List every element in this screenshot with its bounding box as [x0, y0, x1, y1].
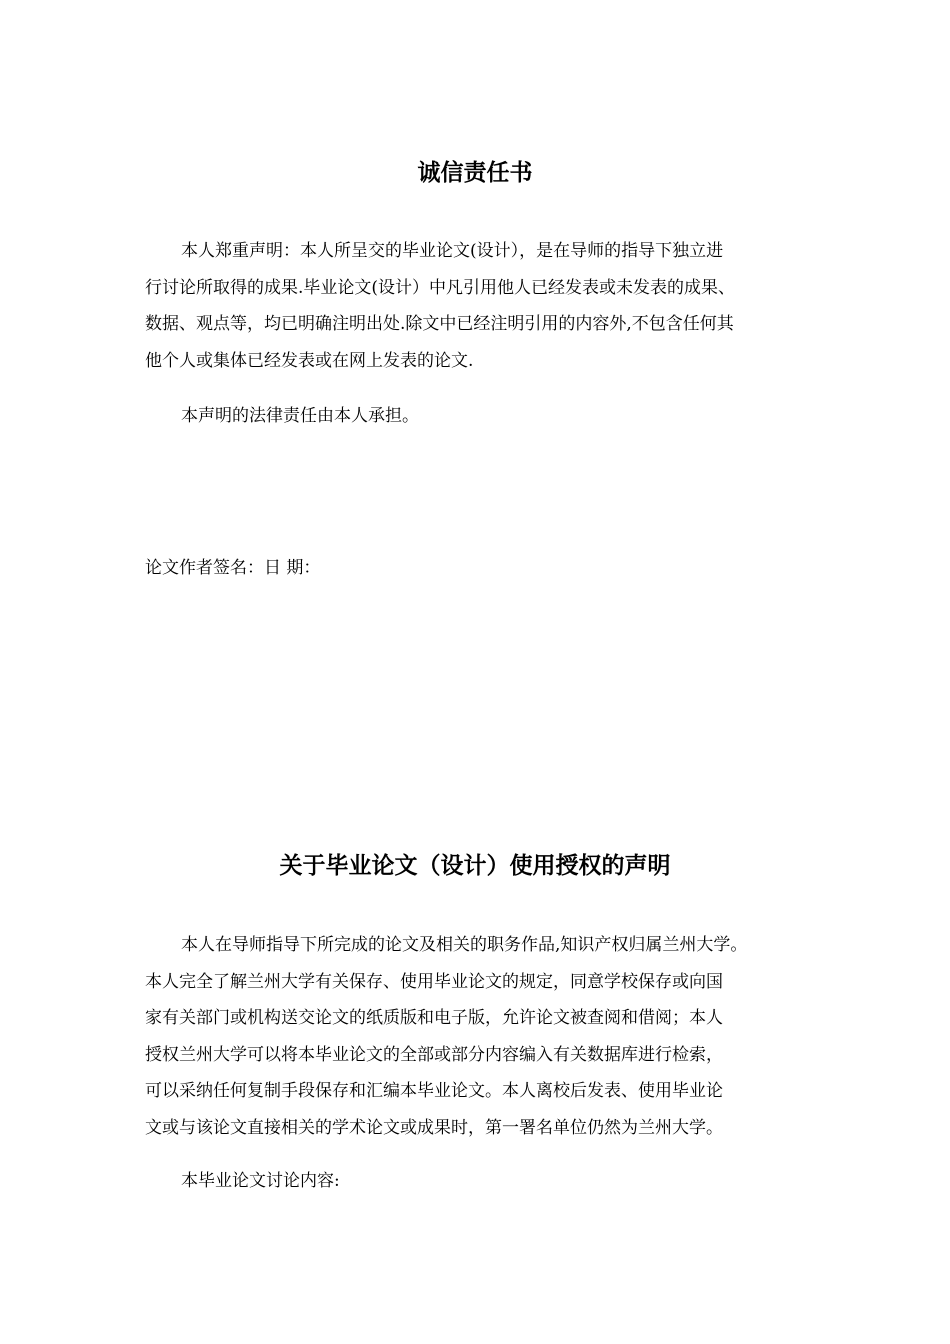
paragraph-line: 本毕业论文讨论内容:	[181, 1171, 340, 1191]
integrity-statement-title: 诚信责任书	[417, 160, 533, 186]
paragraph-line: 本人郑重声明：本人所呈交的毕业论文(设计），是在导师的指导下独立进	[181, 241, 724, 261]
paragraph-line: 本声明的法律责任由本人承担。	[181, 406, 419, 426]
legal-responsibility-paragraph	[145, 398, 830, 435]
authorization-statement-paragraph	[145, 927, 830, 1146]
author-signature-label: 论文作者签名：	[145, 558, 264, 578]
integrity-statement-paragraph	[145, 233, 830, 379]
paragraph-line: 可以采纳任何复制手段保存和汇编本毕业论文。本人离校后发表、使用毕业论	[145, 1081, 723, 1101]
paragraph-line: 本人完全了解兰州大学有关保存、使用毕业论文的规定，同意学校保存或向国	[145, 971, 723, 992]
paragraph-line: 文或与该论文直接相关的学术论文或成果时，第一署名单位仍然为兰州大学。	[145, 1117, 723, 1138]
paragraph-line: 授权兰州大学可以将本毕业论文的全部或部分内容编入有关数据库进行检索，	[145, 1044, 723, 1065]
paragraph-line: 行讨论所取得的成果.毕业论文(设计）中凡引用他人已经发表或未发表的成果、	[145, 277, 736, 298]
authorization-statement-title: 关于毕业论文（设计）使用授权的声明	[279, 853, 671, 879]
paragraph-line: 他个人或集体已经发表或在网上发表的论文.	[145, 350, 474, 371]
paragraph-line: 数据、观点等，均已明确注明出处.除文中已经注明引用的内容外,不包含任何其	[145, 314, 734, 334]
signature-line	[145, 553, 320, 583]
paragraph-line: 本人在导师指导下所完成的论文及相关的职务作品,知识产权归属兰州大学。	[181, 935, 748, 955]
paragraph-line: 家有关部门或机构送交论文的纸质版和电子版，允许论文被查阅和借阅；本人	[145, 1008, 723, 1028]
thesis-content-paragraph	[145, 1163, 830, 1200]
date-label: 日 期：	[264, 558, 321, 578]
